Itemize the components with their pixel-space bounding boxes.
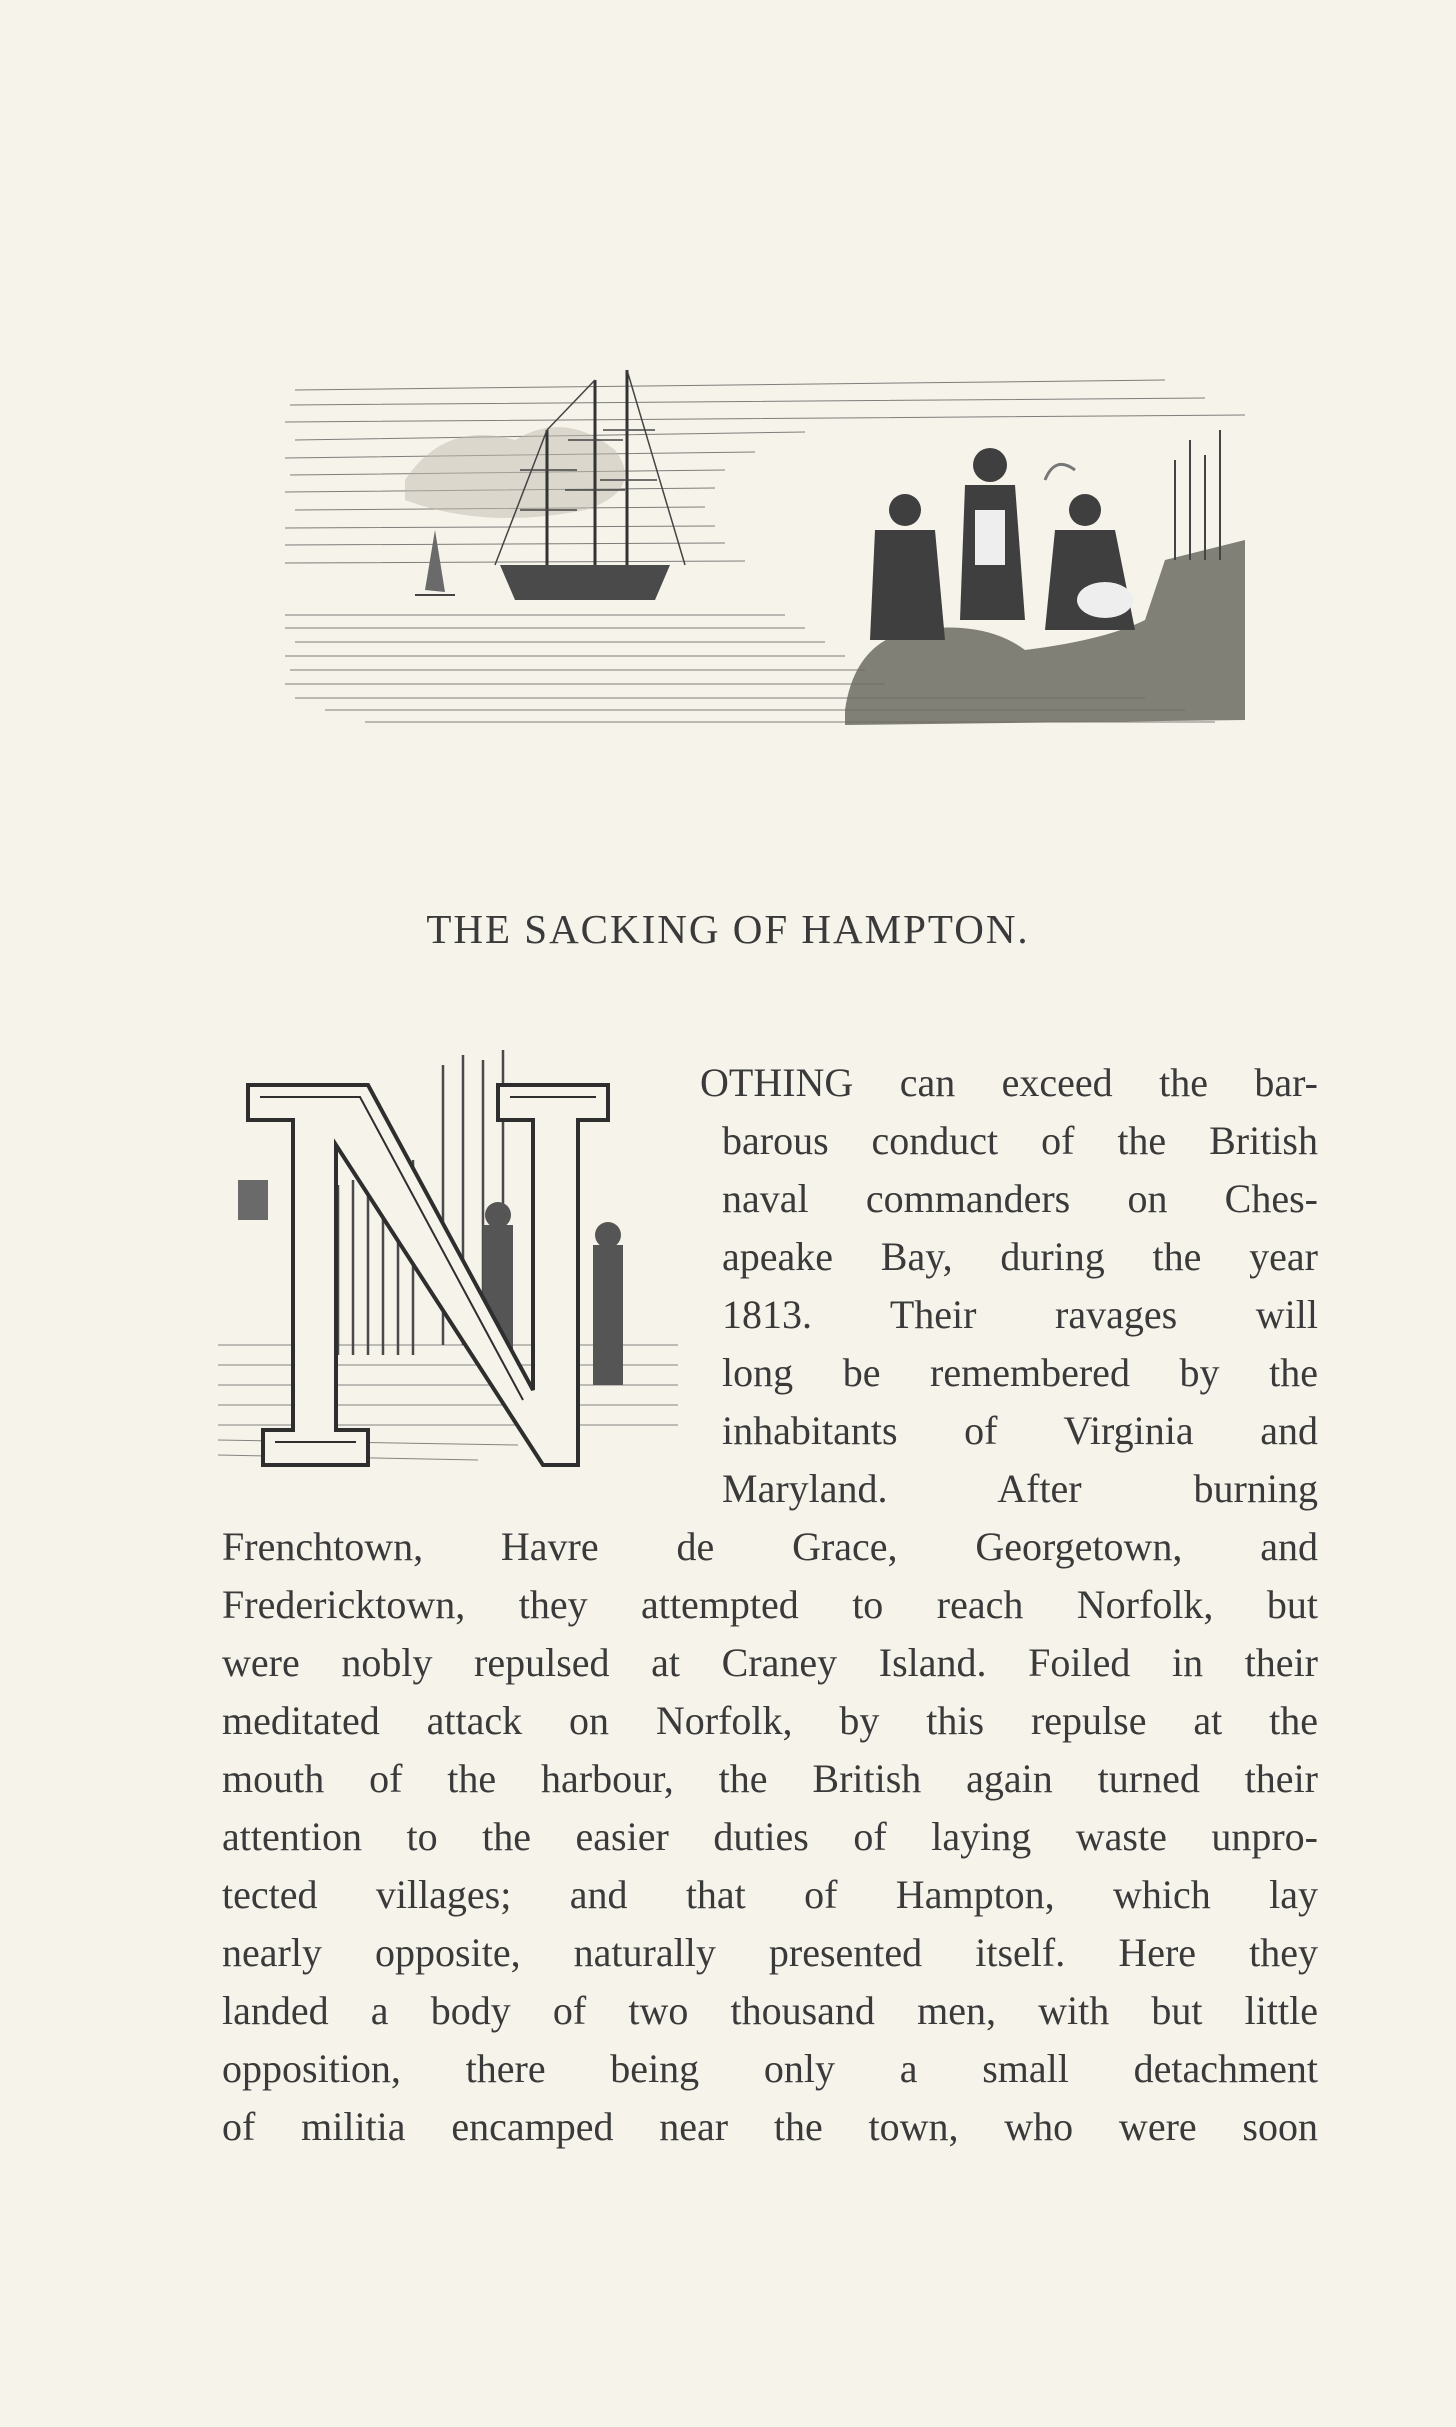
text-line: OTHING can exceed the bar- <box>700 1060 1318 1105</box>
text-line: tected villages; and that of Hampton, which lay <box>222 1872 1318 1917</box>
chapter-title: THE SACKING OF HAMPTON. <box>426 906 1030 952</box>
text-line: of militia encamped near the town, who were soon <box>222 2104 1318 2149</box>
text-line: 1813. Their ravages will <box>722 1292 1318 1337</box>
text-line: mouth of the harbour, the British again turned their <box>222 1756 1318 1801</box>
text-line: landed a body of two thousand men, with but little <box>222 1988 1318 2033</box>
text-line: attention to the easier duties of laying waste unpro- <box>222 1814 1318 1859</box>
text-line: meditated attack on Norfolk, by this repulse at the <box>222 1698 1318 1743</box>
text-line: apeake Bay, during the year <box>722 1234 1318 1279</box>
text-line: were nobly repulsed at Craney Island. Foiled in their <box>222 1640 1318 1685</box>
text-line: Maryland. After burning <box>722 1466 1318 1511</box>
text-line: barous conduct of the British <box>722 1118 1318 1163</box>
text-line: Fredericktown, they attempted to reach Norfolk, but <box>222 1582 1318 1627</box>
decorated-initial-letter <box>218 1045 678 1485</box>
text-line: naval commanders on Ches- <box>722 1176 1318 1221</box>
text-line: opposition, there being only a small detachment <box>222 2046 1318 2091</box>
headpiece-engraving <box>285 360 1255 750</box>
text-line: nearly opposite, naturally presented itself. Here they <box>222 1930 1318 1975</box>
text-line: inhabitants of Virginia and <box>722 1408 1318 1453</box>
text-line: Frenchtown, Havre de Grace, Georgetown, and <box>222 1524 1318 1569</box>
text-line: long be remembered by the <box>722 1350 1318 1395</box>
